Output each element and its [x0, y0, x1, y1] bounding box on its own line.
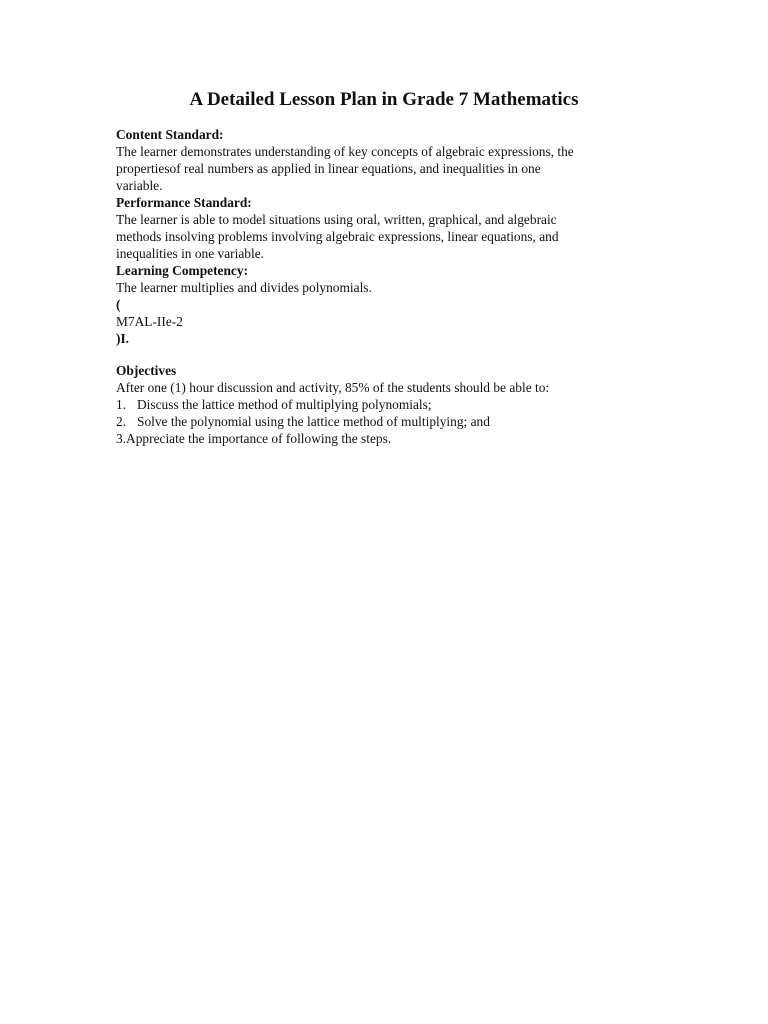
content-standard-heading: Content Standard:	[116, 127, 224, 142]
content-standard-line: propertiesof real numbers as applied in linear equations, and inequalities in one	[116, 161, 541, 176]
objective-text: Solve the polynomial using the lattice method of multiplying; and	[137, 414, 490, 429]
learning-competency-heading: Learning Competency:	[116, 263, 249, 278]
performance-standard-heading: Performance Standard:	[116, 195, 252, 210]
competency-open-paren: (	[116, 297, 121, 312]
competency-close-paren: )I.	[116, 331, 130, 346]
objective-number: 1.	[116, 397, 127, 412]
objective-number: 3.	[116, 431, 127, 446]
objective-text: Discuss the lattice method of multiplying polynomials;	[137, 397, 432, 412]
objectives-heading: Objectives	[116, 363, 177, 378]
performance-standard-line: inequalities in one variable.	[116, 246, 264, 261]
objective-item	[116, 430, 656, 447]
document-title: A Detailed Lesson Plan in Grade 7 Mathematics	[189, 89, 579, 110]
document-body	[116, 126, 656, 447]
section-spacer	[116, 347, 656, 362]
content-standard-line: The learner demonstrates understanding of key concepts of algebraic expressions, the	[116, 144, 574, 159]
objective-text: Appreciate the importance of following the steps.	[126, 431, 392, 446]
competency-code: M7AL-IIe-2	[116, 314, 183, 329]
objective-number: 2.	[116, 414, 127, 429]
content-standard-line: variable.	[116, 178, 163, 193]
performance-standard-line: methods insolving problems involving algebraic expressions, linear equations, and	[116, 229, 559, 244]
performance-standard-line: The learner is able to model situations using oral, written, graphical, and algebraic	[116, 212, 557, 227]
objectives-intro: After one (1) hour discussion and activity, 85% of the students should be able to:	[116, 380, 550, 395]
objective-item	[116, 396, 656, 413]
objective-item	[116, 413, 656, 430]
learning-competency-text: The learner multiplies and divides polynomials.	[116, 280, 372, 295]
